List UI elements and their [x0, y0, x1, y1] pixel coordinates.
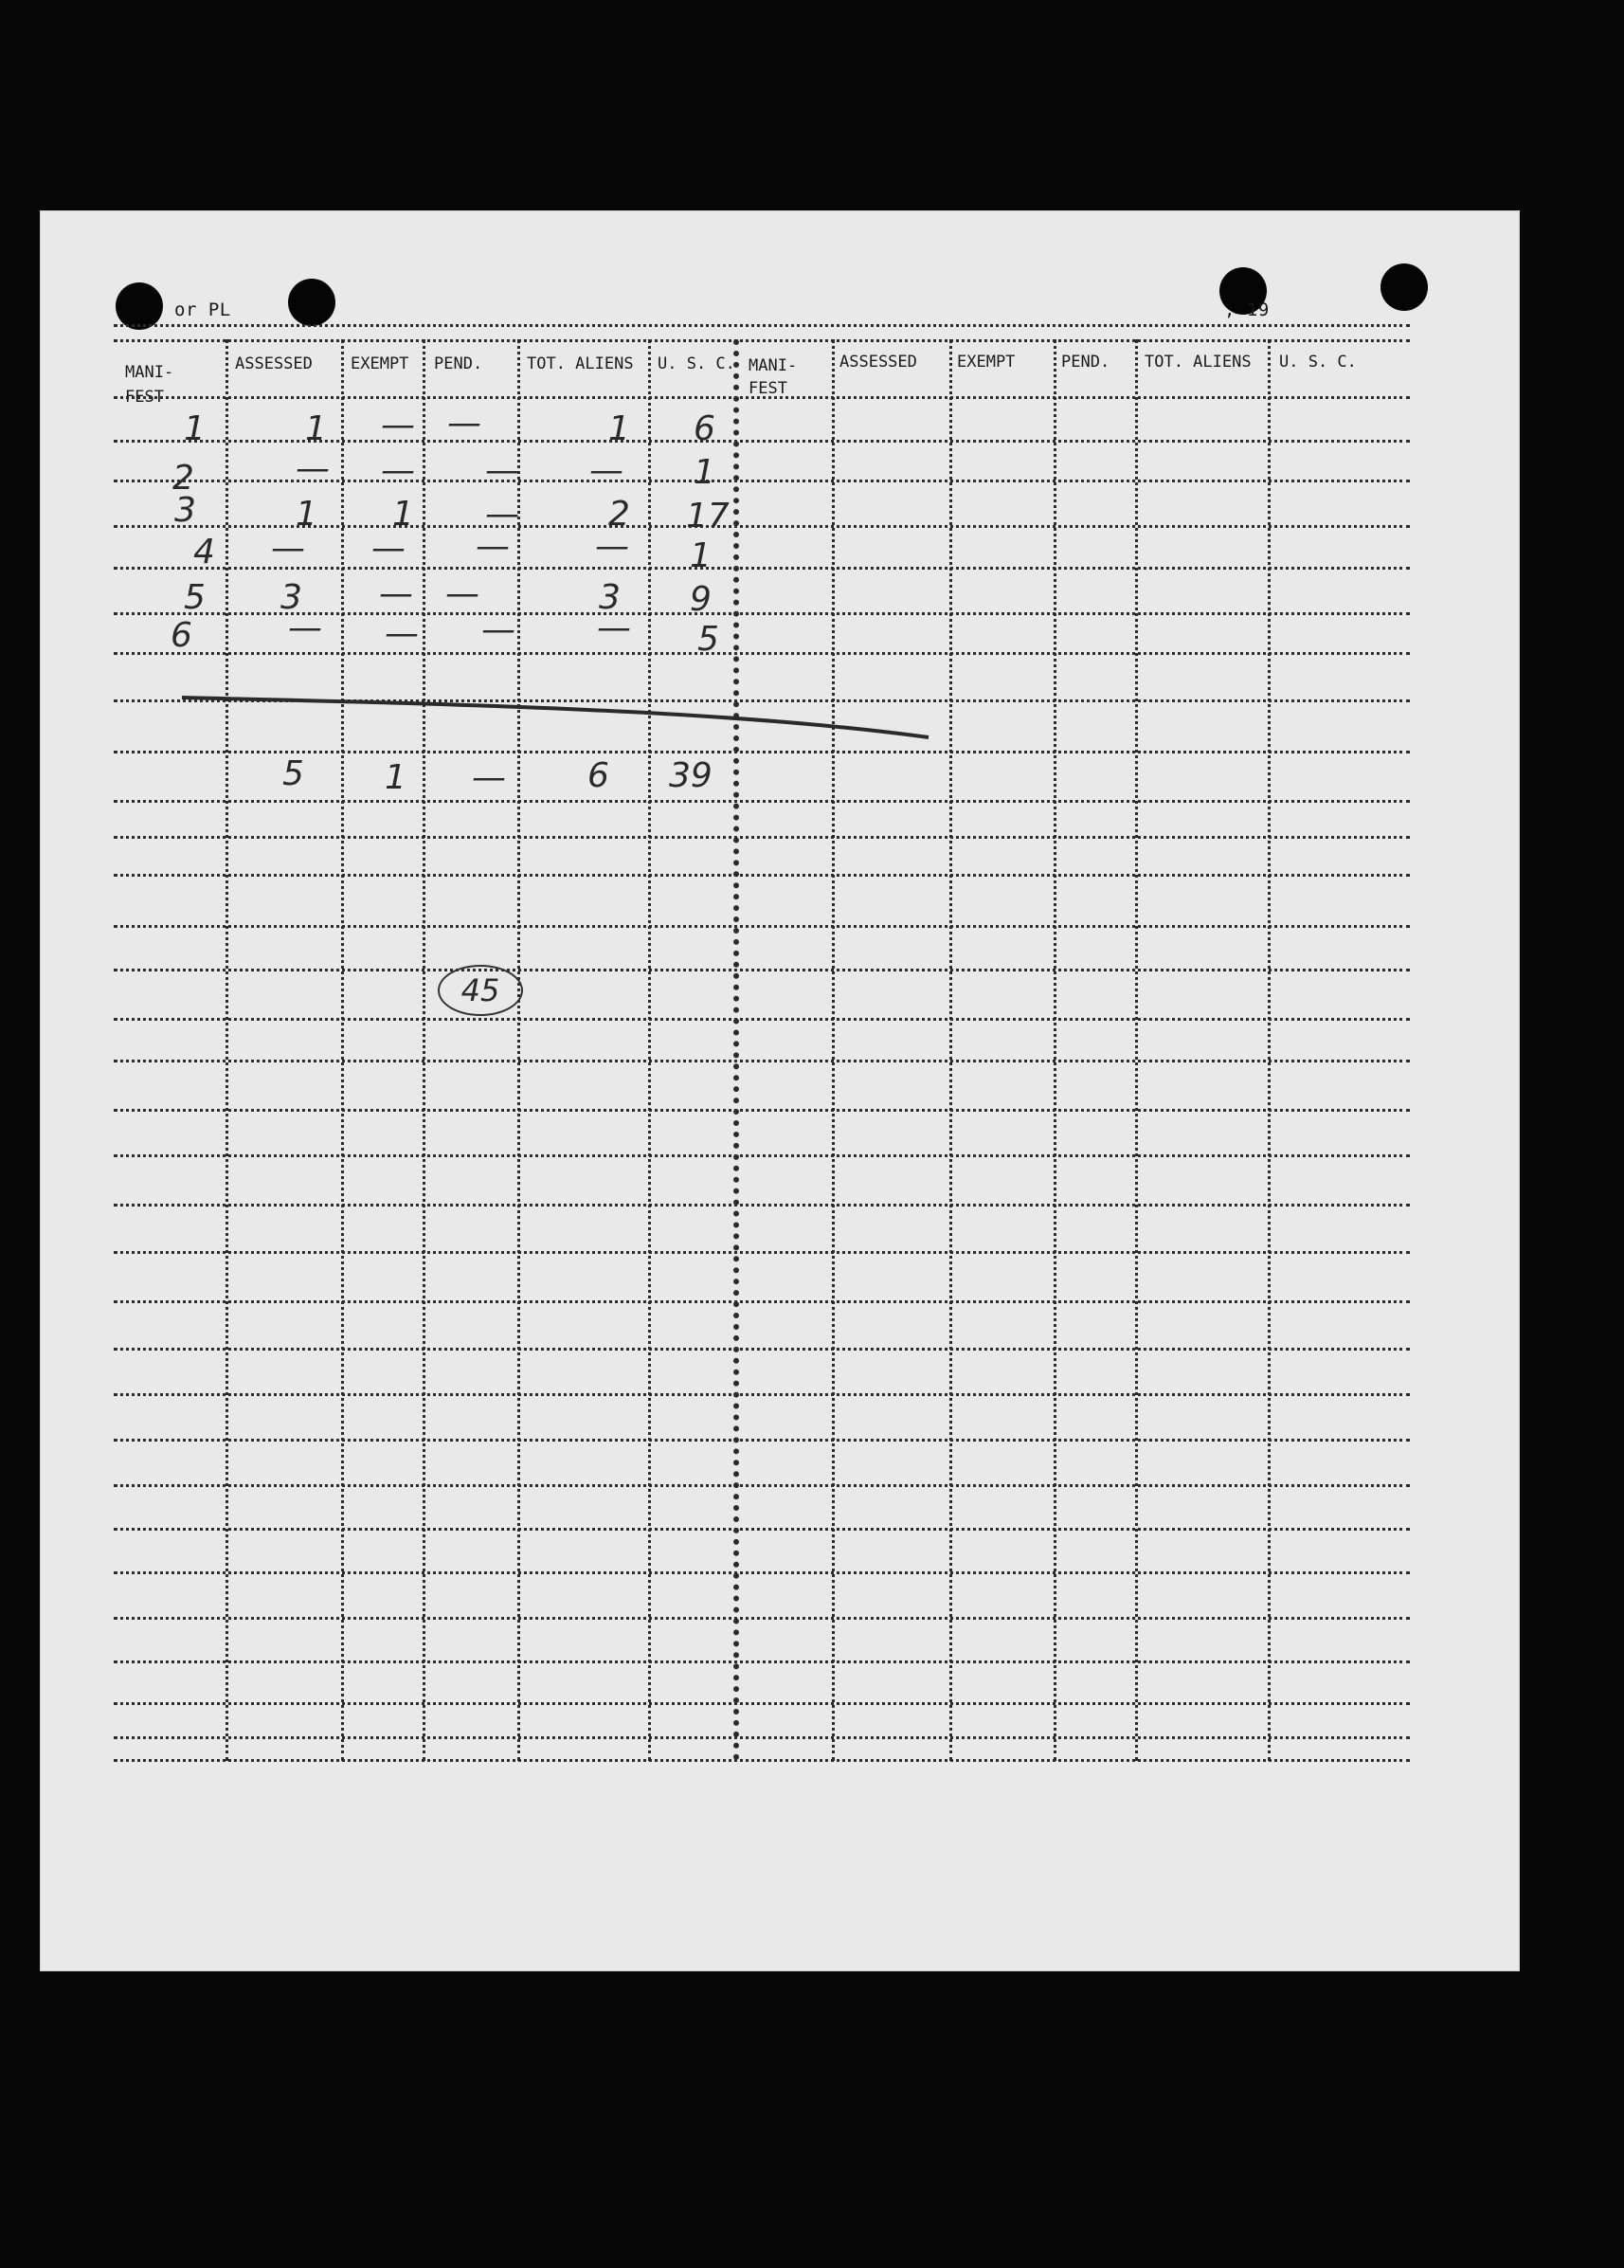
col-header-pend-right: PEND.: [1061, 353, 1110, 372]
total-exempt: 1: [385, 758, 406, 797]
cell-manifest: 6: [171, 616, 192, 655]
col-header-manifest-left: MANI- FEST: [125, 363, 174, 407]
cell-pend: —: [485, 451, 519, 490]
cell-exempt: —: [385, 614, 419, 653]
cell-tot-aliens: —: [597, 608, 631, 647]
cell-usc: 1: [694, 453, 715, 492]
circled-note: 45: [438, 965, 523, 1016]
cell-assessed: —: [271, 529, 305, 568]
col-header-exempt-right: EXEMPT: [957, 353, 1016, 372]
cell-assessed: —: [288, 608, 322, 647]
total-underline: [40, 210, 1520, 1971]
cell-manifest: 4: [193, 533, 215, 572]
total-assessed: 5: [282, 754, 304, 793]
total-usc: 39: [669, 756, 713, 795]
col-header-manifest-right: MANI- FEST: [749, 356, 798, 398]
total-underline-stroke: [182, 698, 929, 737]
cell-usc: 5: [697, 620, 719, 659]
col-header-tot-aliens-left: TOT. ALIENS: [527, 354, 634, 373]
col-header-tot-aliens-right: TOT. ALIENS: [1145, 353, 1252, 372]
cell-tot-aliens: —: [595, 527, 629, 566]
cell-tot-aliens: 2: [608, 495, 630, 534]
cell-usc: 9: [690, 580, 712, 619]
cell-usc: 6: [694, 409, 715, 448]
cell-exempt: —: [371, 529, 406, 568]
cell-manifest: 2: [172, 459, 194, 498]
cell-pend: —: [481, 610, 515, 649]
cell-assessed: —: [296, 449, 330, 488]
cell-tot-aliens: —: [589, 451, 623, 490]
col-header-pend-left: PEND.: [434, 354, 483, 373]
col-header-exempt-left: EXEMPT: [351, 354, 409, 373]
cell-usc: 1: [690, 536, 712, 575]
cell-tot-aliens: 1: [608, 409, 630, 448]
total-tot-aliens: 6: [587, 756, 609, 795]
cell-exempt: —: [381, 451, 415, 490]
col-header-assessed-right: ASSESSED: [839, 353, 917, 372]
cell-exempt: —: [379, 574, 413, 613]
cell-pend: —: [476, 527, 510, 566]
total-pend: —: [472, 758, 506, 797]
cell-pend: —: [485, 495, 519, 534]
col-header-assessed-left: ASSESSED: [235, 354, 313, 373]
col-header-usc-left: U. S. C.: [658, 354, 735, 373]
cell-tot-aliens: 3: [599, 578, 621, 617]
cell-exempt: 1: [392, 495, 414, 534]
cell-exempt: —: [381, 406, 415, 445]
cell-assessed: 1: [296, 495, 317, 534]
form-prefix: or PL: [174, 299, 231, 320]
cell-manifest: 5: [184, 578, 206, 617]
cell-assessed: 3: [280, 578, 302, 617]
cell-manifest: 3: [174, 491, 196, 530]
cell-pend: —: [445, 574, 479, 613]
col-header-usc-right: U. S. C.: [1279, 353, 1357, 372]
cell-manifest: 1: [184, 409, 206, 448]
form-sheet: [40, 210, 1520, 1971]
year-label: , 19: [1224, 299, 1270, 320]
cell-usc: 17: [686, 497, 730, 535]
cell-pend: —: [447, 404, 481, 443]
cell-assessed: 1: [305, 409, 327, 448]
